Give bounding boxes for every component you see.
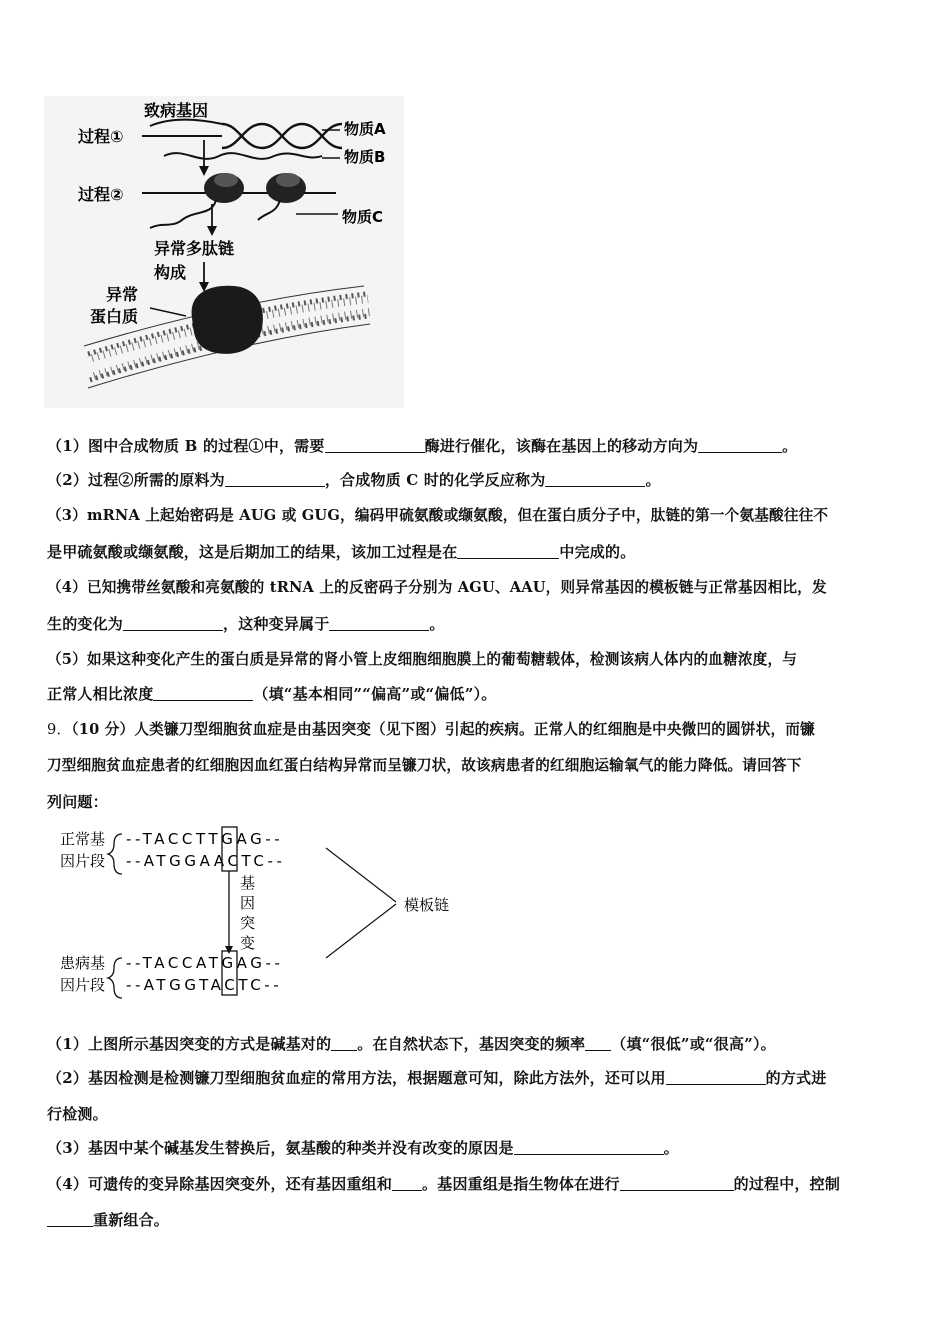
q8-p4-blank-1[interactable] bbox=[123, 616, 223, 631]
label-protein: 蛋白质 bbox=[90, 307, 139, 326]
q9-intro-line2: 刀型细胞贫血症患者的红细胞因血红蛋白结构异常而呈镰刀状，故该病患者的红细胞运输氧气的能力降低。请回答下 bbox=[47, 757, 802, 774]
q9-part3 bbox=[47, 1138, 910, 1158]
q8-part3-line2 bbox=[47, 542, 910, 562]
patient-gene-label-1: 患病基 bbox=[60, 954, 106, 972]
q9-p4-text-a: （4）可遗传的变异除基因突变外，还有基因重组和 bbox=[47, 1175, 393, 1193]
q9-part1 bbox=[47, 1034, 910, 1054]
q9-p4-blank-3[interactable] bbox=[47, 1212, 93, 1227]
patient-brace bbox=[108, 958, 122, 998]
patient-gene-label-2: 因片段 bbox=[60, 976, 106, 994]
template-pointer-lower bbox=[326, 904, 396, 958]
q9-p2-text-a: （2）基因检测是检测镰刀型细胞贫血症的常用方法，根据题意可知，除此方法外，还可以用 bbox=[47, 1069, 666, 1087]
q8-p2-blank-2[interactable] bbox=[545, 472, 645, 487]
q8-p4-text-c: 。 bbox=[429, 615, 445, 633]
q9-p4-text-c: 的过程中，控制 bbox=[733, 1175, 841, 1193]
q8-part3-line1: （3）mRNA 上起始密码是 AUG 或 GUG，编码甲硫氨酸或缬氨酸，但在蛋白质分子中，肽链的第一个氨基酸往往不 bbox=[47, 507, 829, 524]
q9-part4-line2 bbox=[47, 1210, 910, 1230]
q9-p3-blank[interactable] bbox=[514, 1140, 664, 1155]
q9-part2-line2: 行检测。 bbox=[47, 1105, 108, 1123]
q8-p1-blank-1[interactable] bbox=[325, 438, 425, 453]
normal-top-strand: --TACCTTGAG-- bbox=[126, 830, 284, 848]
abnormal-protein bbox=[192, 286, 263, 354]
q8-p1-text-c: 。 bbox=[782, 437, 798, 455]
normal-brace bbox=[108, 834, 122, 874]
q8-p2-blank-1[interactable] bbox=[225, 472, 325, 487]
ribosome-2-top bbox=[276, 173, 300, 187]
label-compose: 构成 bbox=[154, 263, 187, 282]
q8-part4-line1: （4）已知携带丝氨酸和亮氨酸的 tRNA 上的反密码子分别为 AGU、AAU，则异常基因的模板链与正常基因相比，发 bbox=[47, 579, 827, 596]
q9-p2-text-b: 的方式进 bbox=[765, 1069, 827, 1087]
q9-number: 9． bbox=[47, 721, 72, 738]
q9-p1-blank-2[interactable] bbox=[585, 1036, 611, 1051]
label-process-1: 过程① bbox=[78, 127, 124, 146]
q9-p1-text-c: （填“很低”或“很高”）。 bbox=[611, 1035, 776, 1053]
mutation-label-char3: 突 bbox=[240, 914, 256, 932]
q9-p4-blank-2[interactable] bbox=[620, 1176, 734, 1191]
q8-part5-line2 bbox=[47, 684, 910, 704]
q9-p2-blank[interactable] bbox=[666, 1070, 766, 1085]
template-strand-label: 模板链 bbox=[404, 896, 450, 914]
normal-gene-label-1: 正常基 bbox=[60, 830, 106, 848]
q8-part1 bbox=[47, 436, 910, 456]
normal-gene-label-2: 因片段 bbox=[60, 852, 106, 870]
mutation-label-char4: 变 bbox=[240, 934, 256, 952]
label-pathogenic-gene: 致病基因 bbox=[144, 101, 209, 120]
mutation-arrow-head bbox=[225, 946, 233, 954]
ribosome-1-top bbox=[214, 173, 238, 187]
q9-p3-text-b: 。 bbox=[663, 1139, 679, 1157]
q8-p3-text-a: 是甲硫氨酸或缬氨酸，这是后期加工的结果，该加工过程是在 bbox=[47, 543, 458, 561]
q9-p4-text-b: 。基因重组是指生物体在进行 bbox=[422, 1175, 620, 1193]
q8-part5-line1: （5）如果这种变化产生的蛋白质是异常的肾小管上皮细胞细胞膜上的葡萄糖载体，检测该病人体内的血糖浓度，与 bbox=[47, 651, 798, 668]
q9-intro-line3: 列问题： bbox=[47, 793, 108, 811]
patient-bottom-strand: --ATGGTACTC-- bbox=[126, 976, 283, 994]
q8-p2-text-c: 。 bbox=[645, 471, 661, 489]
q8-p5-text-b: （填“基本相同”“偏高”或“偏低”）。 bbox=[253, 685, 497, 703]
q9-part4-line1 bbox=[47, 1174, 910, 1194]
normal-bottom-strand: --ATGGAACTC-- bbox=[126, 852, 286, 870]
q9-p4-blank-1[interactable] bbox=[392, 1176, 422, 1191]
gene-expression-figure bbox=[44, 96, 404, 408]
q8-p3-text-b: 中完成的。 bbox=[559, 543, 636, 561]
q8-p2-text-b: ，合成物质 C 时的化学反应称为 bbox=[324, 471, 546, 489]
q9-p4-text-d: 重新组合。 bbox=[93, 1211, 170, 1229]
q8-p4-text-a: 生的变化为 bbox=[47, 615, 124, 633]
q9-part2-line1 bbox=[47, 1068, 910, 1088]
patient-top-strand: --TACCATGAG-- bbox=[126, 954, 284, 972]
q9-p1-text-a: （1）上图所示基因突变的方式是碱基对的 bbox=[47, 1035, 332, 1053]
q9-p1-text-b: 。在自然状态下，基因突变的频率 bbox=[357, 1035, 586, 1053]
q8-part2 bbox=[47, 470, 910, 490]
q8-part4-line2 bbox=[47, 614, 910, 634]
q8-p2-text-a: （2）过程②所需的原料为 bbox=[47, 471, 225, 489]
q8-p4-text-b: ，这种变异属于 bbox=[223, 615, 330, 633]
label-substance-A: 物质A bbox=[344, 120, 386, 138]
mutation-label-char1: 基 bbox=[240, 874, 256, 892]
label-process-2: 过程② bbox=[78, 185, 124, 204]
q8-p3-blank[interactable] bbox=[457, 544, 559, 559]
q9-p3-text-a: （3）基因中某个碱基发生替换后，氨基酸的种类并没有改变的原因是 bbox=[47, 1139, 514, 1157]
q8-p1-blank-2[interactable] bbox=[698, 438, 782, 453]
mutation-label-char2: 因 bbox=[240, 894, 256, 912]
q9-p1-blank-1[interactable] bbox=[331, 1036, 357, 1051]
q8-p5-blank[interactable] bbox=[153, 686, 253, 701]
q8-p1-text-a: （1）图中合成物质 B 的过程①中，需要 bbox=[47, 437, 325, 455]
q9-intro-line1 bbox=[47, 720, 910, 740]
label-abnormal-chain: 异常多肽链 bbox=[154, 239, 235, 258]
q8-p5-text-a: 正常人相比浓度 bbox=[47, 685, 154, 703]
label-abnormal: 异常 bbox=[106, 285, 139, 304]
q8-p1-text-b: 酶进行催化，该酶在基因上的移动方向为 bbox=[424, 437, 699, 455]
label-substance-B: 物质B bbox=[344, 148, 386, 166]
q8-p4-blank-2[interactable] bbox=[329, 616, 429, 631]
gene-mutation-figure bbox=[50, 822, 480, 1004]
label-substance-C: 物质C bbox=[342, 208, 384, 226]
template-pointer-upper bbox=[326, 848, 396, 902]
q9-intro-text-1: （10 分）人类镰刀型细胞贫血症是由基因突变（见下图）引起的疾病。正常人的红细胞是中央微凹的圆饼状，而镰 bbox=[71, 721, 815, 738]
